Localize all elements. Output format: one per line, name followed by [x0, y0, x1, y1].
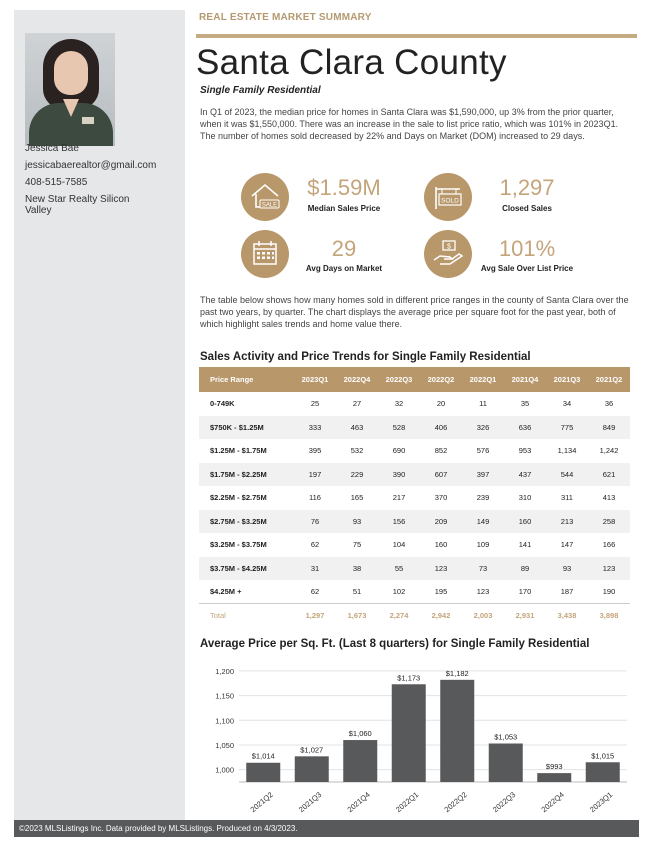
sales-count-cell: 62 — [310, 540, 320, 550]
y-tick-label: 1,050 — [215, 740, 234, 750]
table-row — [199, 439, 630, 463]
sales-count-cell: 326 — [462, 416, 504, 440]
house-sale-icon — [241, 173, 289, 221]
sales-count-cell: 27 — [352, 399, 362, 409]
sales-count-cell: 437 — [504, 463, 546, 487]
sales-count-cell: 35 — [520, 399, 530, 409]
x-tick-label: 2022Q3 — [491, 790, 518, 815]
bar — [343, 740, 377, 782]
sale-over-list-value: 101% — [498, 236, 556, 261]
x-tick-label: 2021Q2 — [248, 790, 275, 815]
table-row — [199, 510, 630, 534]
sales-count-cell: 636 — [504, 416, 546, 440]
column-header: 2022Q4 — [336, 367, 378, 392]
agent-phone[interactable]: 408-515-7585 — [25, 177, 88, 188]
sales-count-cell: 141 — [518, 540, 532, 550]
sales-count-cell: 217 — [392, 493, 406, 503]
sales-count-cell: 1,134 — [557, 446, 577, 456]
sales-count-cell: 165 — [350, 493, 364, 503]
bar — [295, 756, 329, 782]
median-price-label: Median Sales Price — [307, 204, 381, 213]
table-row — [199, 557, 630, 581]
y-tick-label: 1,200 — [215, 666, 234, 676]
agent-photo — [25, 33, 115, 146]
column-header: 2022Q2 — [420, 367, 462, 392]
sales-count-cell: 621 — [588, 463, 630, 487]
sales-count-cell: 607 — [420, 463, 462, 487]
header-rule — [196, 34, 637, 38]
sale-icon-text: SALE — [261, 202, 278, 209]
sales-count-cell: 852 — [434, 446, 448, 456]
sales-count-cell: 160 — [504, 510, 546, 534]
sales-count-cell: 258 — [588, 510, 630, 534]
chart-title: Average Price per Sq. Ft. (Last 8 quarters) for Single Family Residential — [200, 638, 590, 650]
table-total-row — [199, 604, 630, 628]
sales-count-cell: 187 — [560, 587, 574, 596]
table-row — [199, 416, 630, 440]
column-header: 2021Q4 — [504, 367, 546, 392]
sales-count-cell: 123 — [476, 587, 490, 596]
bar-value-label: $1,027 — [300, 745, 324, 755]
sales-count-cell: 34 — [562, 399, 572, 409]
sales-count-cell: 109 — [476, 540, 490, 550]
sales-count-cell: 51 — [352, 587, 362, 596]
sales-count-cell: 333 — [294, 416, 336, 440]
bar-value-label: $1,060 — [348, 729, 372, 739]
sales-count-cell: 239 — [476, 493, 490, 503]
x-tick-label: 2022Q1 — [394, 790, 421, 815]
sold-sign-icon — [424, 173, 472, 221]
table-row — [199, 486, 630, 510]
column-header: 2021Q3 — [546, 367, 588, 392]
table-intro-paragraph: The table below shows how many homes sold in different price ranges in the county of Santa Clara over the past two years, by quarter. The chart displays the average price per square foot for the past year, both of which highlight sales trends and home value there. — [200, 295, 629, 329]
price-range-cell: 0-749K — [210, 399, 235, 409]
table-row — [199, 392, 630, 416]
sales-count-cell: 93 — [336, 510, 378, 534]
bar — [537, 773, 571, 782]
report-eyebrow: REAL ESTATE MARKET SUMMARY — [199, 12, 372, 23]
table-row — [199, 580, 630, 604]
sales-count-cell: 532 — [350, 446, 364, 456]
total-count-cell: 3,438 — [546, 604, 588, 628]
column-header: Price Range — [199, 367, 294, 392]
sales-count-cell: 849 — [588, 416, 630, 440]
total-count-cell: 2,931 — [504, 604, 546, 628]
sales-count-cell: 123 — [588, 557, 630, 581]
sales-count-cell: 390 — [378, 463, 420, 487]
days-on-market-value: 29 — [331, 236, 357, 261]
money-hand-icon — [424, 230, 472, 278]
bar-value-label: $1,053 — [494, 732, 518, 742]
sales-count-cell: 116 — [309, 493, 321, 503]
sales-count-cell: 93 — [546, 557, 588, 581]
price-per-sqft-chart — [199, 660, 631, 815]
sales-count-cell: 544 — [546, 463, 588, 487]
sales-activity-table — [199, 367, 630, 628]
sales-count-cell: 104 — [392, 540, 406, 550]
x-tick-label: 2023Q1 — [588, 790, 615, 815]
page-footer: ©2023 MLSListings Inc. Data provided by MLSListings. Produced on 4/3/2023. — [14, 820, 639, 837]
sales-count-cell: 1,242 — [599, 446, 619, 456]
sales-count-cell: 76 — [294, 510, 336, 534]
sales-count-cell: 149 — [462, 510, 504, 534]
sales-count-cell: 209 — [420, 510, 462, 534]
bar-value-label: $1,182 — [445, 668, 469, 678]
sales-count-cell: 775 — [546, 416, 588, 440]
table-row — [199, 463, 630, 487]
column-header: 2022Q3 — [378, 367, 420, 392]
svg-text:$: $ — [447, 243, 451, 251]
bar-value-label: $1,015 — [591, 751, 615, 761]
x-tick-label: 2021Q3 — [297, 790, 324, 815]
price-range-cell: $2.75M - $3.25M — [199, 510, 294, 534]
agent-company: New Star Realty Silicon Valley — [25, 194, 130, 216]
bar — [489, 743, 523, 782]
closed-sales-label: Closed Sales — [502, 204, 552, 213]
total-count-cell: 2,274 — [378, 604, 420, 628]
sales-count-cell: 406 — [420, 416, 462, 440]
agent-sidebar — [14, 10, 185, 820]
bar — [246, 763, 280, 782]
closed-sales-value: 1,297 — [499, 175, 555, 200]
median-price-value: $1.59M — [307, 175, 381, 200]
column-header: 2023Q1 — [294, 367, 336, 392]
sales-count-cell: 413 — [602, 493, 616, 503]
sales-count-cell: 62 — [310, 587, 320, 596]
sales-count-cell: 11 — [479, 399, 487, 409]
total-count-cell: 1,673 — [336, 604, 378, 628]
intro-paragraph: In Q1 of 2023, the median price for homes in Santa Clara was $1,590,000, up 3% from the prior quarter, when it was $1,550,000. There was an increase in the sale to list price ratio, which was 101% in 2023Q1. The number of homes sold decreased by 22% and Days on Market (DOM) increased to 29 days. — [200, 107, 619, 141]
bar — [440, 680, 474, 782]
sales-count-cell: 576 — [476, 446, 490, 456]
sales-count-cell: 229 — [336, 463, 378, 487]
column-header: 2021Q2 — [588, 367, 630, 392]
bar — [586, 762, 620, 782]
sales-count-cell: 395 — [308, 446, 322, 456]
y-tick-label: 1,150 — [215, 691, 234, 701]
price-range-cell: $1.25M - $1.75M — [210, 446, 267, 456]
sales-count-cell: 311 — [561, 493, 573, 503]
sales-count-cell: 160 — [434, 540, 448, 550]
sales-count-cell: 102 — [392, 587, 406, 596]
total-count-cell: 2,942 — [420, 604, 462, 628]
bar-value-label: $1,173 — [397, 673, 421, 683]
total-count-cell: 1,297 — [294, 604, 336, 628]
page-subtitle: Single Family Residential — [200, 85, 321, 96]
sales-count-cell: 213 — [546, 510, 588, 534]
sales-count-cell: 190 — [602, 587, 616, 596]
table-header-row — [199, 367, 630, 392]
column-header: 2022Q1 — [462, 367, 504, 392]
sales-count-cell: 197 — [294, 463, 336, 487]
sales-count-cell: 370 — [434, 493, 448, 503]
agent-name: Jessica Bae — [25, 143, 79, 154]
price-range-cell: $750K - $1.25M — [199, 416, 294, 440]
y-tick-label: 1,000 — [215, 765, 234, 775]
sales-count-cell: 89 — [504, 557, 546, 581]
sales-count-cell: 36 — [604, 399, 614, 409]
calendar-icon — [241, 230, 289, 278]
sold-icon-text: SOLD — [441, 197, 459, 205]
sales-count-cell: 20 — [436, 399, 446, 409]
sales-count-cell: 38 — [336, 557, 378, 581]
sales-count-cell: 156 — [378, 510, 420, 534]
sales-count-cell: 147 — [560, 540, 574, 550]
bar-value-label: $993 — [545, 762, 563, 772]
price-range-cell: $1.75M - $2.25M — [199, 463, 294, 487]
total-label-cell: Total — [199, 604, 294, 628]
sales-count-cell: 528 — [378, 416, 420, 440]
sales-count-cell: 25 — [310, 399, 320, 409]
price-range-cell: $2.25M - $2.75M — [210, 493, 267, 503]
sales-count-cell: 463 — [336, 416, 378, 440]
days-on-market-label: Avg Days on Market — [305, 264, 383, 273]
sales-count-cell: 123 — [420, 557, 462, 581]
bar-value-label: $1,014 — [251, 751, 275, 761]
x-tick-label: 2021Q4 — [345, 790, 372, 815]
sales-count-cell: 397 — [462, 463, 504, 487]
page-title: Santa Clara County — [196, 43, 507, 82]
sales-count-cell: 953 — [518, 446, 532, 456]
sales-count-cell: 75 — [352, 540, 362, 550]
sales-count-cell: 32 — [394, 399, 404, 409]
table-row — [199, 533, 630, 557]
bar — [392, 684, 426, 782]
table-title: Sales Activity and Price Trends for Single Family Residential — [200, 351, 531, 363]
price-range-cell: $3.75M - $4.25M — [199, 557, 294, 581]
price-range-cell: $3.25M - $3.75M — [210, 540, 267, 550]
sale-over-list-label: Avg Sale Over List Price — [480, 264, 574, 273]
sales-count-cell: 690 — [392, 446, 406, 456]
sales-count-cell: 170 — [518, 587, 532, 596]
agent-email[interactable]: jessicabaerealtor@gmail.com — [25, 160, 157, 171]
sales-count-cell: 166 — [602, 540, 616, 550]
sales-count-cell: 310 — [518, 493, 532, 503]
total-count-cell: 2,003 — [462, 604, 504, 628]
table-body — [199, 392, 630, 628]
price-range-cell: $4.25M + — [210, 587, 242, 596]
y-tick-label: 1,100 — [215, 716, 234, 726]
sales-count-cell: 195 — [434, 587, 448, 596]
sales-count-cell: 55 — [378, 557, 420, 581]
total-count-cell: 3,898 — [588, 604, 630, 628]
x-tick-label: 2022Q4 — [539, 790, 566, 815]
x-tick-label: 2022Q2 — [442, 790, 469, 815]
sales-count-cell: 31 — [294, 557, 336, 581]
sales-count-cell: 73 — [462, 557, 504, 581]
